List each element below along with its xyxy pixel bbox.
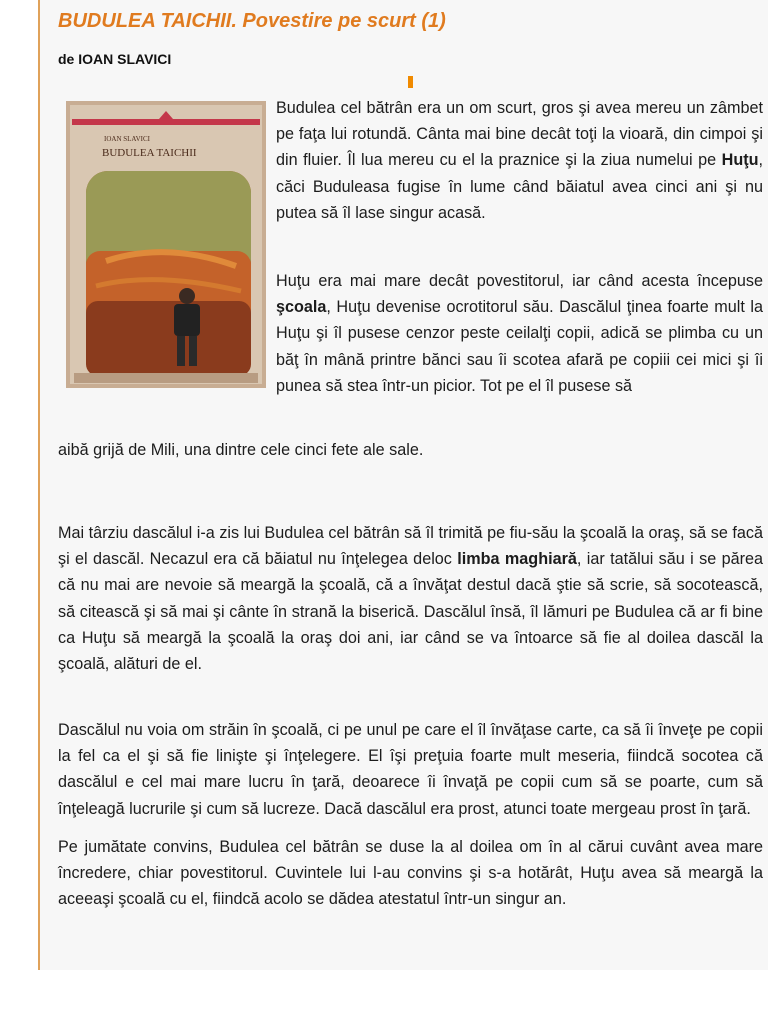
article-author: de IOAN SLAVICI: [58, 51, 172, 67]
cover-title: BUDULEA TAICHII: [102, 147, 197, 159]
bold-scoala: şcoala: [276, 298, 327, 317]
paragraph-1b-continued: aibă grijă de Mili, una dintre cele cinci fete ale sale.: [58, 441, 424, 459]
book-cover-image: [66, 101, 266, 388]
book-cover-illustration: [66, 101, 266, 388]
paragraph-4: Pe jumătate convins, Budulea cel bătrân se duse la al doilea om în al cărui cuvânt avea mare încredere, chiar povestitorul. Cuvintele lui l-au convins şi s-a hotărât, Huţu avea să meargă la aceeaşi şcoală cu el, fiindcă acolo se dădea atestatul într-un singur an.: [58, 838, 763, 909]
paragraph-3: Dascălul nu voia om străin în şcoală, ci pe unul pe care el îl învăţase carte, ca să îi înveţe pe copii la fel ca el şi să fie linişte şi înţelegere. El îşi preţuia foarte mult meseria, fiindcă socotea că dascălul e cel mai mare lucru în ţară, deoarece îi învaţă pe copii cum să se poarte, cum să înţeleagă lucrurile şi cum să lucreze. Dacă dascălul era prost, atunci toate mergeau prost în ţară.: [58, 721, 763, 818]
paragraph-1b: Huţu era mai mare decât povestitorul, iar când acesta începuse şcoala, Huţu devenise ocrotitorul său. Dascălul ţinea foarte mult la Huţu şi îl pusese cenzor peste ceilalţi copii, adică se plimba cu un băţ în mână printre bănci sau îi scotea afară pe copiii cei mici şi îi punea să stea într-un picior. Tot pe el îl pusese să: [276, 272, 763, 395]
article-page: [38, 0, 768, 970]
article-title: BUDULEA TAICHII. Povestire pe scurt (1): [58, 10, 446, 32]
bold-limba-maghiara: limba maghiară: [457, 550, 577, 569]
paragraph-1: Budulea cel bătrân era un om scurt, gros şi avea mereu un zâmbet pe faţa lui rotundă. Cânta mai bine decât toţi la vioară, din cimpoi şi din fluier. Îl lua mereu cu el la praznice şi la ziua numelui pe Huţu, căci Buduleasa fugise în lume când băiatul avea cinci ani şi nu putea să îl lase singur acasă.: [276, 99, 763, 222]
cover-author: IOAN SLAVICI: [104, 135, 150, 143]
paragraph-2: Mai târziu dascălul i-a zis lui Budulea cel bătrân să îl trimită pe fiu-său la şcoală la oraş, să se facă şi el dascăl. Necazul era că băiatul nu înţelegea deloc limba maghiară, iar tatălui său i se părea că nu mai are nevoie să meargă la şcoală, că a învăţat destul dacă ştie să scrie, să socotească, să citească şi să mai şi cânte în strană la biserică. Dascălul însă, îl lămuri pe Budulea că ar fi bine ca Huţu să meargă la şcoală la oraş doi ani, iar când se va întoarce să fie al doilea dascăl la şcoală, alături de el.: [58, 524, 763, 674]
bold-name-hutu: Huţu: [721, 151, 759, 170]
orange-marker: [408, 76, 413, 88]
